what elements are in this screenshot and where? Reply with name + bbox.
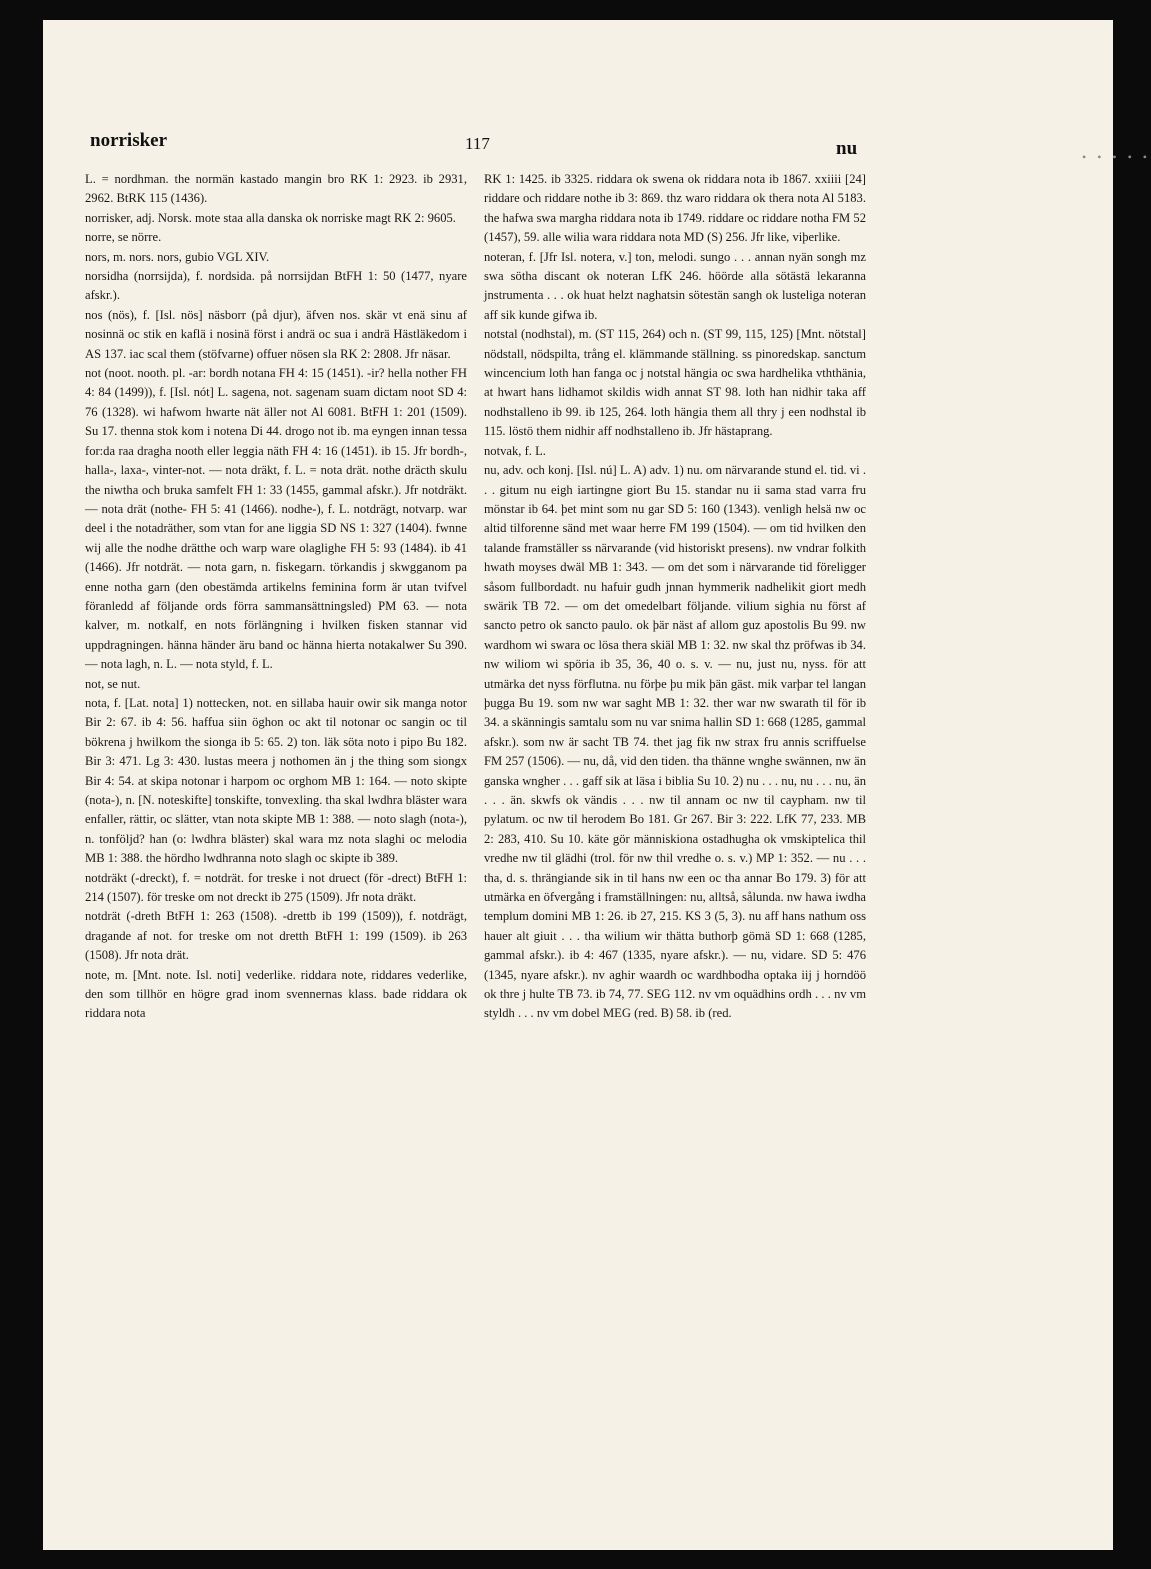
entry-norsidha: norsidha (norrsijda), f. nordsida. på norrsijdan BtFH 1: 50 (1477, nyare afskr.).: [85, 269, 467, 303]
entry-norre: norre, se nörre.: [85, 230, 162, 245]
entry-norrisker: norrisker, adj. Norsk. mote staa alla danska ok norriske magt RK 2: 9605.: [85, 210, 456, 225]
running-head-left: norrisker: [90, 130, 168, 151]
entry-notvak: notvak, f. L.: [484, 443, 546, 458]
entry-notstal: notstal (nodhstal), m. (ST 115, 264) och n. (ST 99, 115, 125) [Mnt. nötstal] nödstall, nödspilta, trång el. klämmande ställning. ss pinoredskap. sanctum wincencium loth han fanga oc j notstal hängia oc swa hardhelika vththänia, at hwart hans lidhamot skildis widh annat ST 98. loth han nidhir taka aff nodhstalleno ib 99. ib 125, 264. loth hängia them all thry j een nodhstal ib 115. löstö them nidhir aff nodhstalleno ib. Jfr hästaprang.: [484, 327, 866, 439]
entry-not-se-nut: not, se nut.: [85, 676, 141, 691]
entry-noteran: noteran, f. [Jfr Isl. notera, v.] ton, melodi. sungo . . . annan nyän songh mz swa sötha discant ok noteran LfK 246. höörde alla sötästä lekaranna jnstrumenta . . . ok huat helzt naghatsin sötestän sangh ok lusteliga noteran aff sik kunde gifwa ib.: [484, 249, 866, 322]
entry-nordhman: L. = nordhman. the normän kastado mangin bro RK 1: 2923. ib 2931, 2962. BtRK 115 (1436).: [85, 172, 467, 206]
entry-notdrakt: notdräkt (-dreckt), f. = notdrät. for treske i not druect (för -drect) BtFH 1: 214 (1507). för treske om not dreckt ib 275 (1509). Jfr nota dräkt.: [85, 870, 467, 905]
right-column: [484, 170, 866, 1024]
entry-nos: nos (nös), f. [Isl. nös] näsborr (på djur), äfven nos. skär vt enä sinu af nosinnä oc stik en kaflä i nosinä först i andrä oc sua i andrä Hästläkedom i AS 137. iac scal them (stöfvarne) offuer nösen sla RK 2: 2808. Jfr näsar.: [85, 307, 467, 361]
entry-notdrat: notdrät (-dreth BtFH 1: 263 (1508). -drettb ib 199 (1509)), f. notdrägt, dragande af not. for treske om not dretth BtFH 1: 199 (1509). ib 263 (1508). Jfr nota drät.: [85, 909, 467, 963]
entry-note-cont: RK 1: 1425. ib 3325. riddara ok swena ok riddara nota ib 1867. xxiiii [24] riddare och riddare nothe ib 3: 869. thz waro riddara ok thera nota Al 5183. the hafwa swa margha riddara nota ib 1749. riddare oc riddare notha FM 52 (1457), 59. alle wilia wara riddara nota MD (S) 256. Jfr like, viþerlike.: [484, 172, 866, 245]
left-column: [85, 170, 467, 1024]
entry-note: note, m. [Mnt. note. Isl. noti] vederlike. riddara note, riddares vederlike, den som tillhör en högre grad inom svennernas klass. bade riddara ok riddara nota: [85, 967, 467, 1021]
entry-nu: nu, adv. och konj. [Isl. nú] L. A) adv. 1) nu. om närvarande stund el. tid. vi . . . gitum nu eigh iartingne giort Bu 15. standar nu ii sama stad varra fru mönstar ib 64. þet mint som nu gar SD 5: 160 (1343). venligh helsä nw oc altid tilforenne sänd met waar herre FM 199 (1504). — om tid hvilken den talande framställer ss närvarande (vid historiskt presens). nw vndrar folkith hwath moyses dwäl MB 1: 343. — om det som i närvarande tid föreligger såsom fullbordadt. nu hafuir gudh jnnan hymmerik nadhelikit giort medh swärik TB 72. — om det omedelbart följande. vilium sighia nu först af sancto petro ok sancto paulo. ok þär näst af allom guz apostolis Bu 99. nw wardhom wi swara oc lösa thera skiäl MB 1: 32. nw skal thz pröfwas ib 34. nw wiliom wi spöria ib 35, 36, 40 o. s. v. — nu, just nu, nyss. för att utmärka det nyss förflutna. nu förþe þu mik þän gäst. mik varþar tel langan þugga Bu 19. som nw war saght MB 1: 32. ther war nw swarath til för ib 34. a skänningis samtalu som nu var snima hallin SD 1: 668 (1285, gammal afskr.). som nw är sacht TB 74. thet jag fik nw strax fru annis scriffuelse FM 257 (1506). — nu, då, vid den tiden. tha thänne wnghe swännen, nw än ganska wngher . . . gaff sik at läsa i biblia Su 10. 2) nu . . . nu, nu . . . nu, än . . . än. skwfs ok vändis . . . nw til annam oc nw til caypham. nw til pylatum. oc nw til herodem Bo 181. Gr 267. Bir 3: 222. LfK 77, 233. MB 2: 283, 410. Su 10. käte gör människiona ostadhugha ok vmskiptelica thil vredhe nw til glädhi (trol. för nw thil vredhe o. s. v.) MP 1: 352. — nu . . . tha, d. s. thrängiande sik in til hans nw een oc tha annar Bo 179. 3) för att utmärka en öfvergång i framställningen: nu, alltså, sålunda. nw hawa iwdha templum domini MB 1: 26. ib 27, 215. KS 3 (5, 3). nu aff hans nathum oss hauer alt giuit . . . tha wilium wir thätta buthorþ gömä SD 1: 668 (1285, gammal afskr.). ib 4: 467 (1335, nyare afskr.). — nu, vidare. SD 5: 476 (1345, nyare afskr.). nv aghir waardh oc wardhbodha optaka iij j horndöö ok thre j hulte TB 73. ib 74, 77. SEG 112. nv vm oquädhins ordh . . . nv vm styldh . . . nv vm dobel MEG (red. B) 58. ib (red.: [484, 463, 866, 1021]
scan-margin-dots: • • • • •: [1082, 150, 1151, 164]
entry-not: not (noot. nooth. pl. -ar: bordh notana FH 4: 15 (1451). -ir? hella nother FH 4: 84 (1499)), f. [Isl. nót] L. sagena, not. sagenam suam dictam noot SD 4: 76 (1328). wi hafwom hwarte nät äller not Al 6081. BtFH 1: 201 (1509). Su 17. thenna stok kom i notena Di 44. drogo not ib. ma eyngen innan tessa for:da raa dragha nooth eller leggia näth FH 4: 16 (1451). ib 15. Jfr bordh-, halla-, laxa-, vinter-not. — nota dräkt, f. L. = nota drät. nothe dräcth skulu the niwtha och bruka samfelt FH 1: 33 (1455, gammal afskr.). Jfr notdräkt. — nota drät (nothe- FH 5: 41 (1466). nodhe-), f. L. notdrägt, notvarp. war deel i the notadräther, som vtan for ane liggia SD NS 1: 327 (1404). fwnne wij alle the nodhe drätthe och warp ware olaglighe FH 5: 93 (1484). ib 41 (1466). Jfr notdrät. — nota garn, n. fiskegarn. törkandis j skwgganom pa enne notha garn (den obestämda artikelns feminina form är utan tvifvel föranledd af följande ords förra sammansättningsled) PM 63. — nota kalver, m. notkalf, en nots förlängning i hvilken fisken stannar vid uppdragningen. hänna händer äru band oc hänna hierta notakalwer Su 390. — nota lagh, n. L. — nota styld, f. L.: [85, 366, 467, 672]
entry-nors: nors, m. nors. nors, gubio VGL XIV.: [85, 249, 270, 264]
entry-nota: nota, f. [Lat. nota] 1) nottecken, not. en sillaba hauir owir sik manga notor Bir 2: 67. ib 4: 56. haffua siin öghon oc akt til notonar oc sangin oc til bökrena j hwilkom the sionga ib 5: 65. 2) ton. läk söta noto i pipo Bu 182. Bir 3: 471. Lg 3: 430. lustas meera j nothomen än j the thing som siongx Bir 4: 54. at skipa notonar i harpom oc orghom MB 1: 164. — noto skipte (nota-), n. [N. noteskifte] tonskifte, tonvexling. tha skal lwdhra bläster wara enfaller, rättir, oc slätter, vtan nota skipte MB 1: 388. — noto slagh (nota-), n. tonföljd? han (o: lwdhra bläster) skal wara mz nota slaghi oc melodia MB 1: 388. the hördho lwdhranna noto slagh oc skipte ib 389.: [85, 695, 467, 866]
page-number: 117: [465, 134, 490, 153]
running-head-right: nu: [836, 138, 858, 159]
